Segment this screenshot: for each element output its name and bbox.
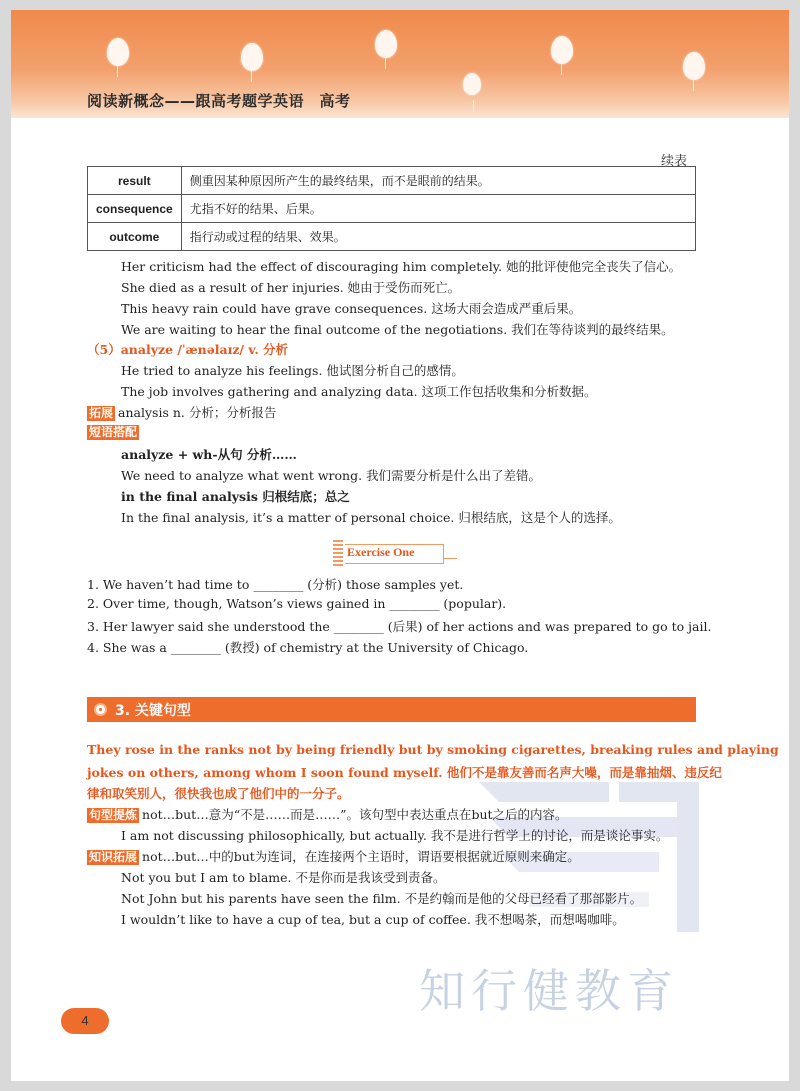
line-decoration <box>443 558 457 559</box>
table-caption: 续表 <box>660 154 687 169</box>
example-sentence: The job involves gathering and analyzing data. 这项工作包括收集和分析数据。 <box>121 384 597 399</box>
analysis-text: not…but…意为“不是……而是……”。该句型中表达重点在but之后的内容。 <box>142 807 568 822</box>
example-sentence: This heavy rain could have grave consequences. 这场大雨会造成严重后果。 <box>121 301 582 316</box>
example-sentence: I am not discussing philosophically, but actually. 我不是进行哲学上的讨论，而是谈论事实。 <box>121 828 669 843</box>
exercise-item: 1. We haven’t had time to ________ (分析) those samples yet. <box>87 577 464 592</box>
knowledge-line <box>87 847 580 865</box>
header-banner <box>11 10 789 118</box>
knowledge-text: not…but…中的but为连词，在连接两个主语时，谓语要根据就近原则来确定。 <box>142 849 580 864</box>
table-row <box>88 223 696 251</box>
balloon-icon <box>551 36 573 64</box>
table-cell-meaning: 指行动或过程的结果、效果。 <box>181 223 695 251</box>
balloon-icon <box>463 73 481 95</box>
key-sentence: 律和取笑别人，很快我也成了他们中的一分子。 <box>87 786 350 801</box>
balloon-icon <box>683 52 705 80</box>
stripe-decoration <box>333 540 343 566</box>
table-cell-word: outcome <box>88 223 182 251</box>
example-sentence: I wouldn’t like to have a cup of tea, but a cup of coffee. 我不想喝茶，而想喝咖啡。 <box>121 912 625 927</box>
knowledge-tag: 知识拓展 <box>89 850 138 864</box>
vocabulary-table <box>87 166 696 251</box>
book-title: 阅读新概念——跟高考题学英语 高考 <box>87 92 351 110</box>
phrase-line <box>87 424 142 440</box>
bullet-icon <box>94 703 107 716</box>
balloon-icon <box>241 43 263 71</box>
table-cell-word: consequence <box>88 195 182 223</box>
page <box>11 10 789 1081</box>
exercise-item: 2. Over time, though, Watson’s views gained in ________ (popular). <box>87 596 507 611</box>
exercise-title: Exercise One <box>347 545 415 559</box>
section-title: 3. 关键句型 <box>115 703 191 719</box>
phrase-tag: 短语搭配 <box>89 425 138 439</box>
exercise-item: 4. She was a ________ (教授) of chemistry at the University of Chicago. <box>87 640 529 655</box>
example-sentence: He tried to analyze his feelings. 他试图分析自己的感情。 <box>121 363 464 378</box>
table-cell-word: result <box>88 167 182 195</box>
table-cell-meaning: 尤指不好的结果、后果。 <box>181 195 695 223</box>
vocab-item-heading: （5）analyze /ˈænəlaɪz/ v. 分析 <box>87 342 289 357</box>
phrase-heading: analyze + wh-从句 分析…… <box>121 447 297 462</box>
analysis-tag: 句型提炼 <box>89 808 138 822</box>
balloon-icon <box>375 30 397 58</box>
example-sentence: She died as a result of her injuries. 她由于受伤而死亡。 <box>121 280 461 295</box>
example-sentence: We need to analyze what went wrong. 我们需要分析是什么出了差错。 <box>121 468 542 483</box>
key-sentence: They rose in the ranks not by being friendly but by smoking cigarettes, breaking rules and playing <box>87 742 779 757</box>
key-sentence: jokes on others, among whom I soon found myself. 他们不是靠友善而名声大噪，而是靠抽烟、违反纪 <box>87 765 722 780</box>
analysis-line <box>87 805 568 823</box>
extension-tag: 拓展 <box>89 406 114 420</box>
balloon-icon <box>107 38 129 66</box>
watermark-text: 知行健教育 <box>419 964 679 1018</box>
example-sentence: Not you but I am to blame. 不是你而是我该受到责备。 <box>121 870 446 885</box>
example-sentence: Her criticism had the effect of discouraging him completely. 她的批评使他完全丧失了信心。 <box>121 259 682 274</box>
extension-line <box>87 403 276 421</box>
table-cell-meaning: 侧重因某种原因所产生的最终结果，而不是眼前的结果。 <box>181 167 695 195</box>
example-sentence: Not John but his parents have seen the film. 不是约翰而是他的父母已经看了那部影片。 <box>121 891 643 906</box>
page-number: 4 <box>61 1008 109 1034</box>
exercise-title-box <box>333 540 455 566</box>
table-row <box>88 167 696 195</box>
extension-text: analysis n. 分析；分析报告 <box>118 405 277 420</box>
example-sentence: In the final analysis, it’s a matter of personal choice. 归根结底，这是个人的选择。 <box>121 510 621 525</box>
example-sentence: We are waiting to hear the final outcome of the negotiations. 我们在等待谈判的最终结果。 <box>121 322 674 337</box>
table-row <box>88 195 696 223</box>
phrase-heading: in the final analysis 归根结底；总之 <box>121 489 350 504</box>
exercise-item: 3. Her lawyer said she understood the ________ (后果) of her actions and was prepared to go to jail. <box>87 619 712 634</box>
section-header <box>87 697 696 722</box>
